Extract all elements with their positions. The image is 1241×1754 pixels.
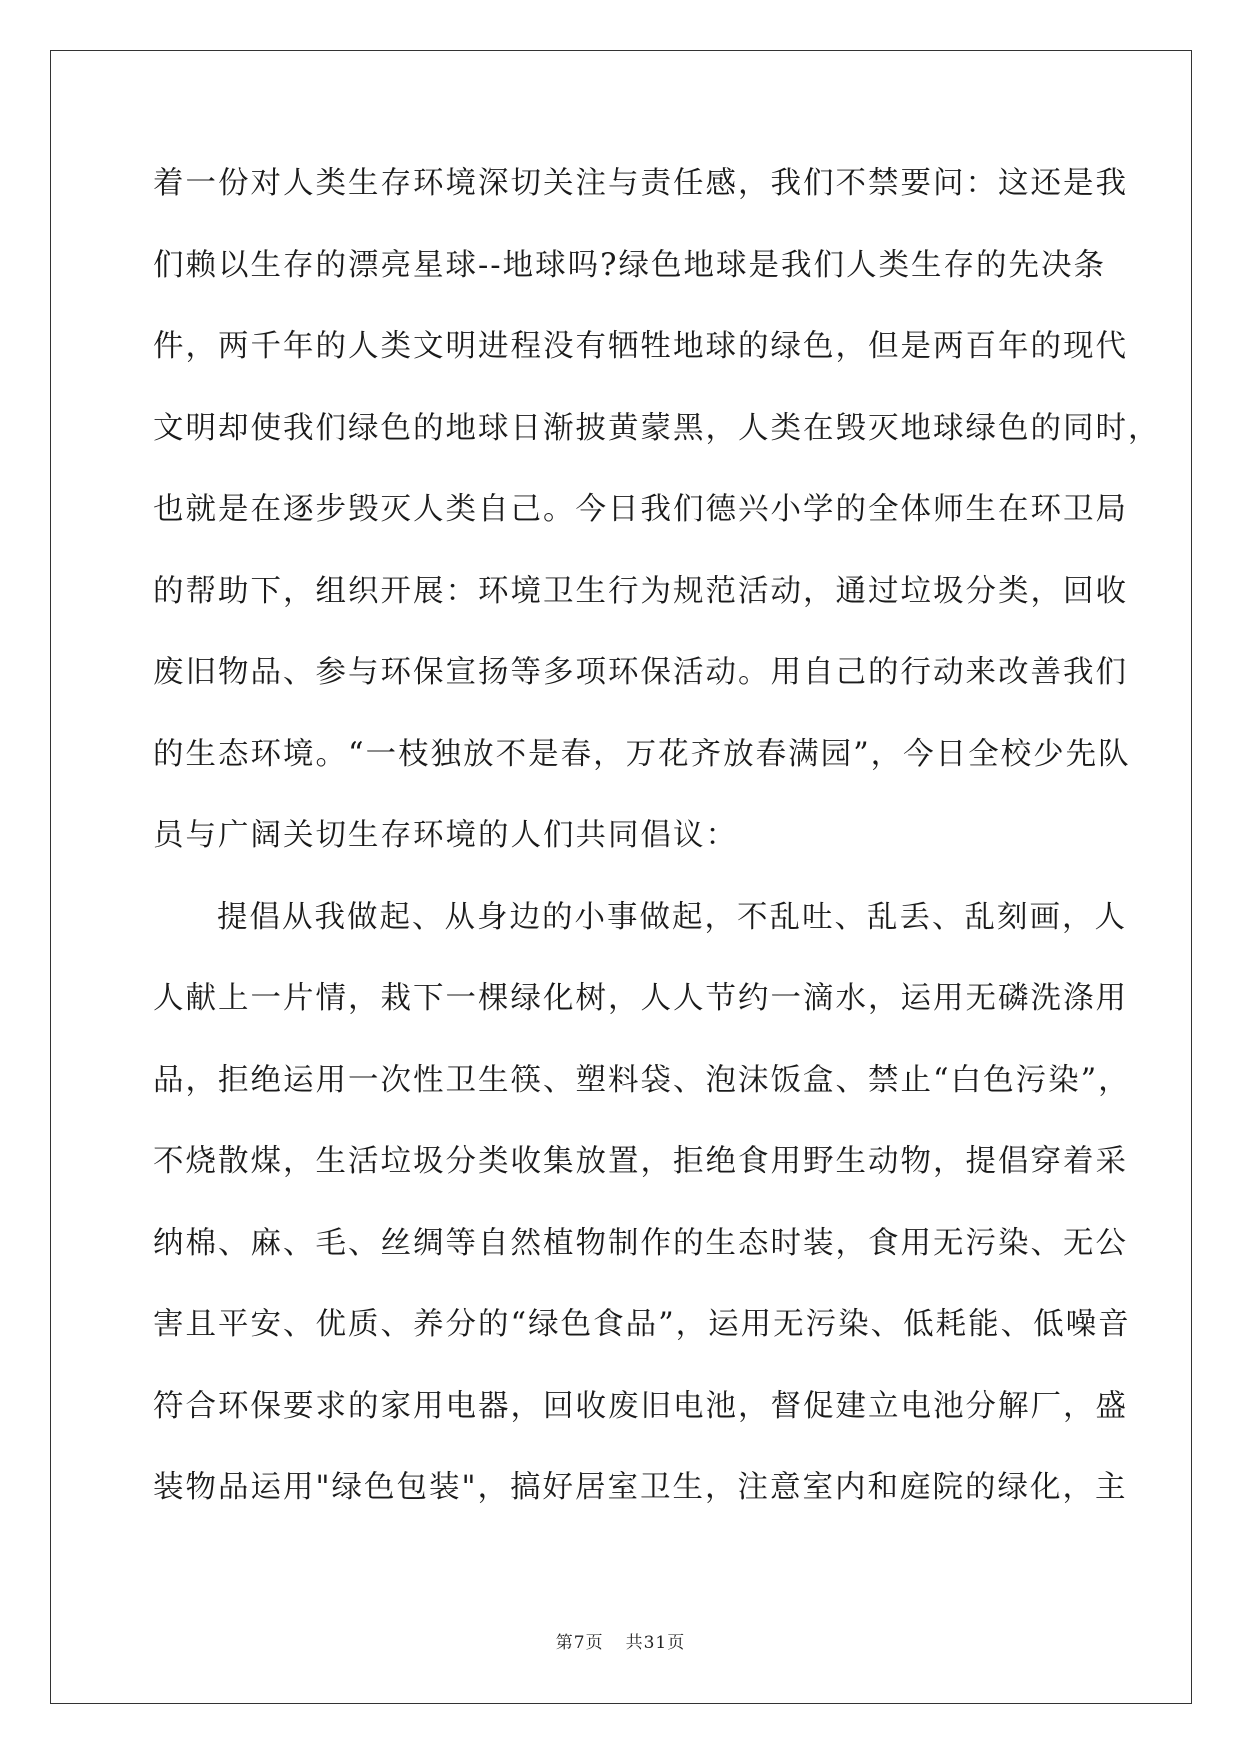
text-line: 也就是在逐步毁灭人类自己。今日我们德兴小学的全体师生在环卫局 xyxy=(153,492,1128,527)
text-line: 符合环保要求的家用电器，回收废旧电池，督促建立电池分解厂，盛 xyxy=(153,1388,1128,1424)
document-body xyxy=(153,164,1161,1550)
text-line: 人献上一片情，栽下一棵绿化树，人人节约一滴水，运用无磷洗涤用 xyxy=(153,981,1128,1016)
text-line: 提倡从我做起、从身边的小事做起，不乱吐、乱丢、乱刻画，人 xyxy=(217,899,1127,935)
text-line: 文明却使我们绿色的地球日渐披黄蒙黑，人类在毁灭地球绿色的同时， xyxy=(153,410,1161,446)
text-line: 件，两千年的人类文明进程没有牺牲地球的绿色，但是两百年的现代 xyxy=(153,329,1128,364)
text-line: 害且平安、优质、养分的“绿色食品”，运用无污染、低耗能、低噪音 xyxy=(153,1307,1131,1342)
page-footer xyxy=(0,1628,1241,1653)
text-line: 的生态环境。“一枝独放不是春，万花齐放春满园”，今日全校少先队 xyxy=(153,736,1131,772)
text-line: 的帮助下，组织开展：环境卫生行为规范活动，通过垃圾分类，回收 xyxy=(153,573,1128,609)
text-line: 们赖以生存的漂亮星球--地球吗?绿色地球是我们人类生存的先决条 xyxy=(153,247,1106,283)
text-line: 员与广阔关切生存环境的人们共同倡议： xyxy=(153,818,738,853)
page-number: 第7页 xyxy=(555,1633,604,1653)
page-total: 共31页 xyxy=(625,1633,686,1653)
text-line: 废旧物品、参与环保宣扬等多项环保活动。用自己的行动来改善我们 xyxy=(153,655,1128,690)
text-line: 着一份对人类生存环境深切关注与责任感，我们不禁要问：这还是我 xyxy=(153,166,1128,201)
text-line: 品，拒绝运用一次性卫生筷、塑料袋、泡沫饭盒、禁止“白色污染”， xyxy=(153,1062,1131,1098)
text-line: 不烧散煤，生活垃圾分类收集放置，拒绝食用野生动物，提倡穿着采 xyxy=(153,1144,1128,1179)
text-line: 装物品运用"绿色包装"，搞好居室卫生，注意室内和庭院的绿化，主 xyxy=(153,1470,1128,1505)
text-line: 纳棉、麻、毛、丝绸等自然植物制作的生态时装，食用无污染、无公 xyxy=(153,1225,1128,1261)
